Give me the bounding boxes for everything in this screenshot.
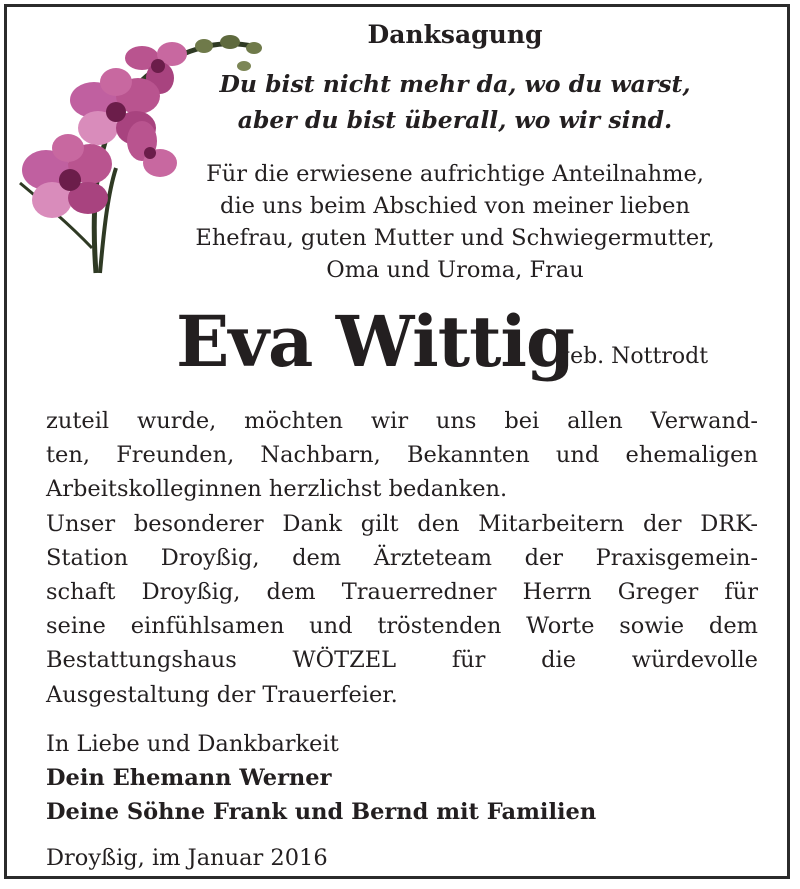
body-line: Arbeitskolleginnen herzlichst bedanken.	[46, 476, 508, 503]
intro-text	[150, 158, 760, 286]
notice-heading: Danksagung	[367, 20, 543, 49]
signature-husband: Dein Ehemann Werner	[46, 765, 332, 791]
intro-line: Oma und Uroma, Frau	[326, 257, 584, 283]
signature-sons: Deine Söhne Frank und Bernd mit Familien	[46, 799, 597, 825]
birth-name: geb. Nottrodt	[556, 344, 709, 369]
body-line: zuteil wurde, möchten wir uns bei allen Verwand-	[46, 408, 758, 434]
intro-line: die uns beim Abschied von meiner lieben	[220, 193, 690, 219]
quote-line: aber du bist überall, wo wir sind.	[237, 106, 673, 134]
body-line: Ausgestaltung der Trauerfeier.	[46, 681, 398, 708]
place-date: Droyßig, im Januar 2016	[46, 845, 328, 871]
intro-line: Für die erwiesene aufrichtige Anteilnahme,	[206, 161, 704, 187]
body-line: Station Droyßig, dem Ärzteteam der Praxisgemein-	[46, 544, 758, 571]
intro-line: Ehefrau, guten Mutter und Schwiegermutter,	[195, 225, 715, 251]
closing-greeting: In Liebe und Dankbarkeit	[46, 731, 339, 757]
quote-line: Du bist nicht mehr da, wo du warst,	[219, 70, 691, 98]
deceased-name-row	[0, 302, 800, 382]
body-line: seine einfühlsamen und tröstenden Worte sowie dem	[46, 613, 758, 640]
memorial-quote	[210, 66, 700, 138]
deceased-name: Eva Wittig	[176, 300, 574, 383]
body-line: schaft Droyßig, dem Trauerredner Herrn Greger für	[46, 579, 758, 606]
body-line: Bestattungshaus WÖTZEL für die würdevolle	[46, 647, 758, 674]
body-line: ten, Freunden, Nachbarn, Bekannten und ehemaligen	[46, 442, 758, 469]
closing-block	[46, 727, 596, 829]
thanks-body	[46, 404, 758, 712]
body-line: Unser besonderer Dank gilt den Mitarbeitern der DRK-	[46, 510, 758, 537]
